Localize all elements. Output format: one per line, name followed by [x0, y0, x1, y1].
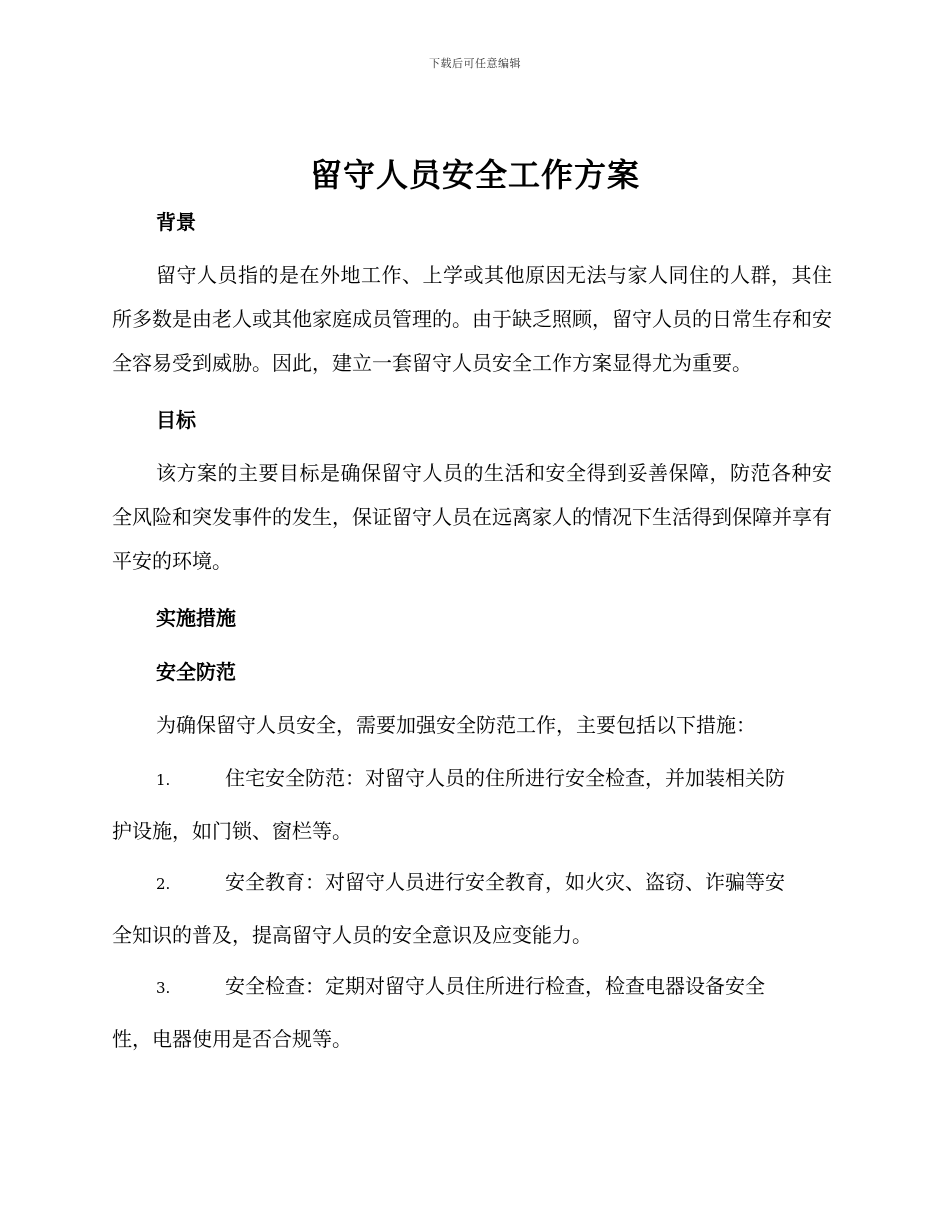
- list-text-line: 安全检查：定期对留守人员住所进行检查，检查电器设备安全: [225, 974, 765, 998]
- heading-goal: 目标: [156, 408, 196, 432]
- list-text-line: 住宅安全防范：对留守人员的住所进行安全检查，并加装相关防: [225, 766, 785, 790]
- list-number: 2.: [156, 875, 171, 893]
- list-item: [112, 857, 832, 961]
- header-note: 下载后可任意编辑: [429, 57, 521, 70]
- list-text-line: 安全教育：对留守人员进行安全教育，如火灾、盗窃、诈骗等安: [225, 870, 785, 894]
- list-text-line: 性，电器使用是否合规等。: [112, 1027, 352, 1051]
- document-title: 留守人员安全工作方案: [309, 156, 640, 194]
- list-text-line: 全知识的普及，提高留守人员的安全意识及应变能力。: [112, 923, 592, 947]
- paragraph-goal: 该方案的主要目标是确保留守人员的生活和安全得到妥善保障，防范各种安全风险和突发事件的发生，保证留守人员在远离家人的情况下生活得到保障并享有平安的环境。: [112, 461, 832, 573]
- heading-background: 背景: [156, 210, 196, 234]
- list-item: [112, 961, 832, 1065]
- document-body: [112, 203, 832, 1065]
- paragraph-safety-intro: 为确保留守人员安全，需要加强安全防范工作，主要包括以下措施：: [156, 713, 756, 737]
- list-item: [112, 753, 832, 857]
- heading-safety: 安全防范: [156, 660, 236, 684]
- heading-measures: 实施措施: [156, 606, 236, 630]
- list-number: 3.: [156, 979, 171, 997]
- list-text-line: 护设施，如门锁、窗栏等。: [112, 819, 352, 843]
- paragraph-background: 留守人员指的是在外地工作、上学或其他原因无法与家人同住的人群，其住所多数是由老人或其他家庭成员管理的。由于缺乏照顾，留守人员的日常生存和安全容易受到威胁。因此，建立一套留守人员安全工作方案显得尤为重要。: [112, 263, 832, 375]
- list-number: 1.: [156, 771, 171, 789]
